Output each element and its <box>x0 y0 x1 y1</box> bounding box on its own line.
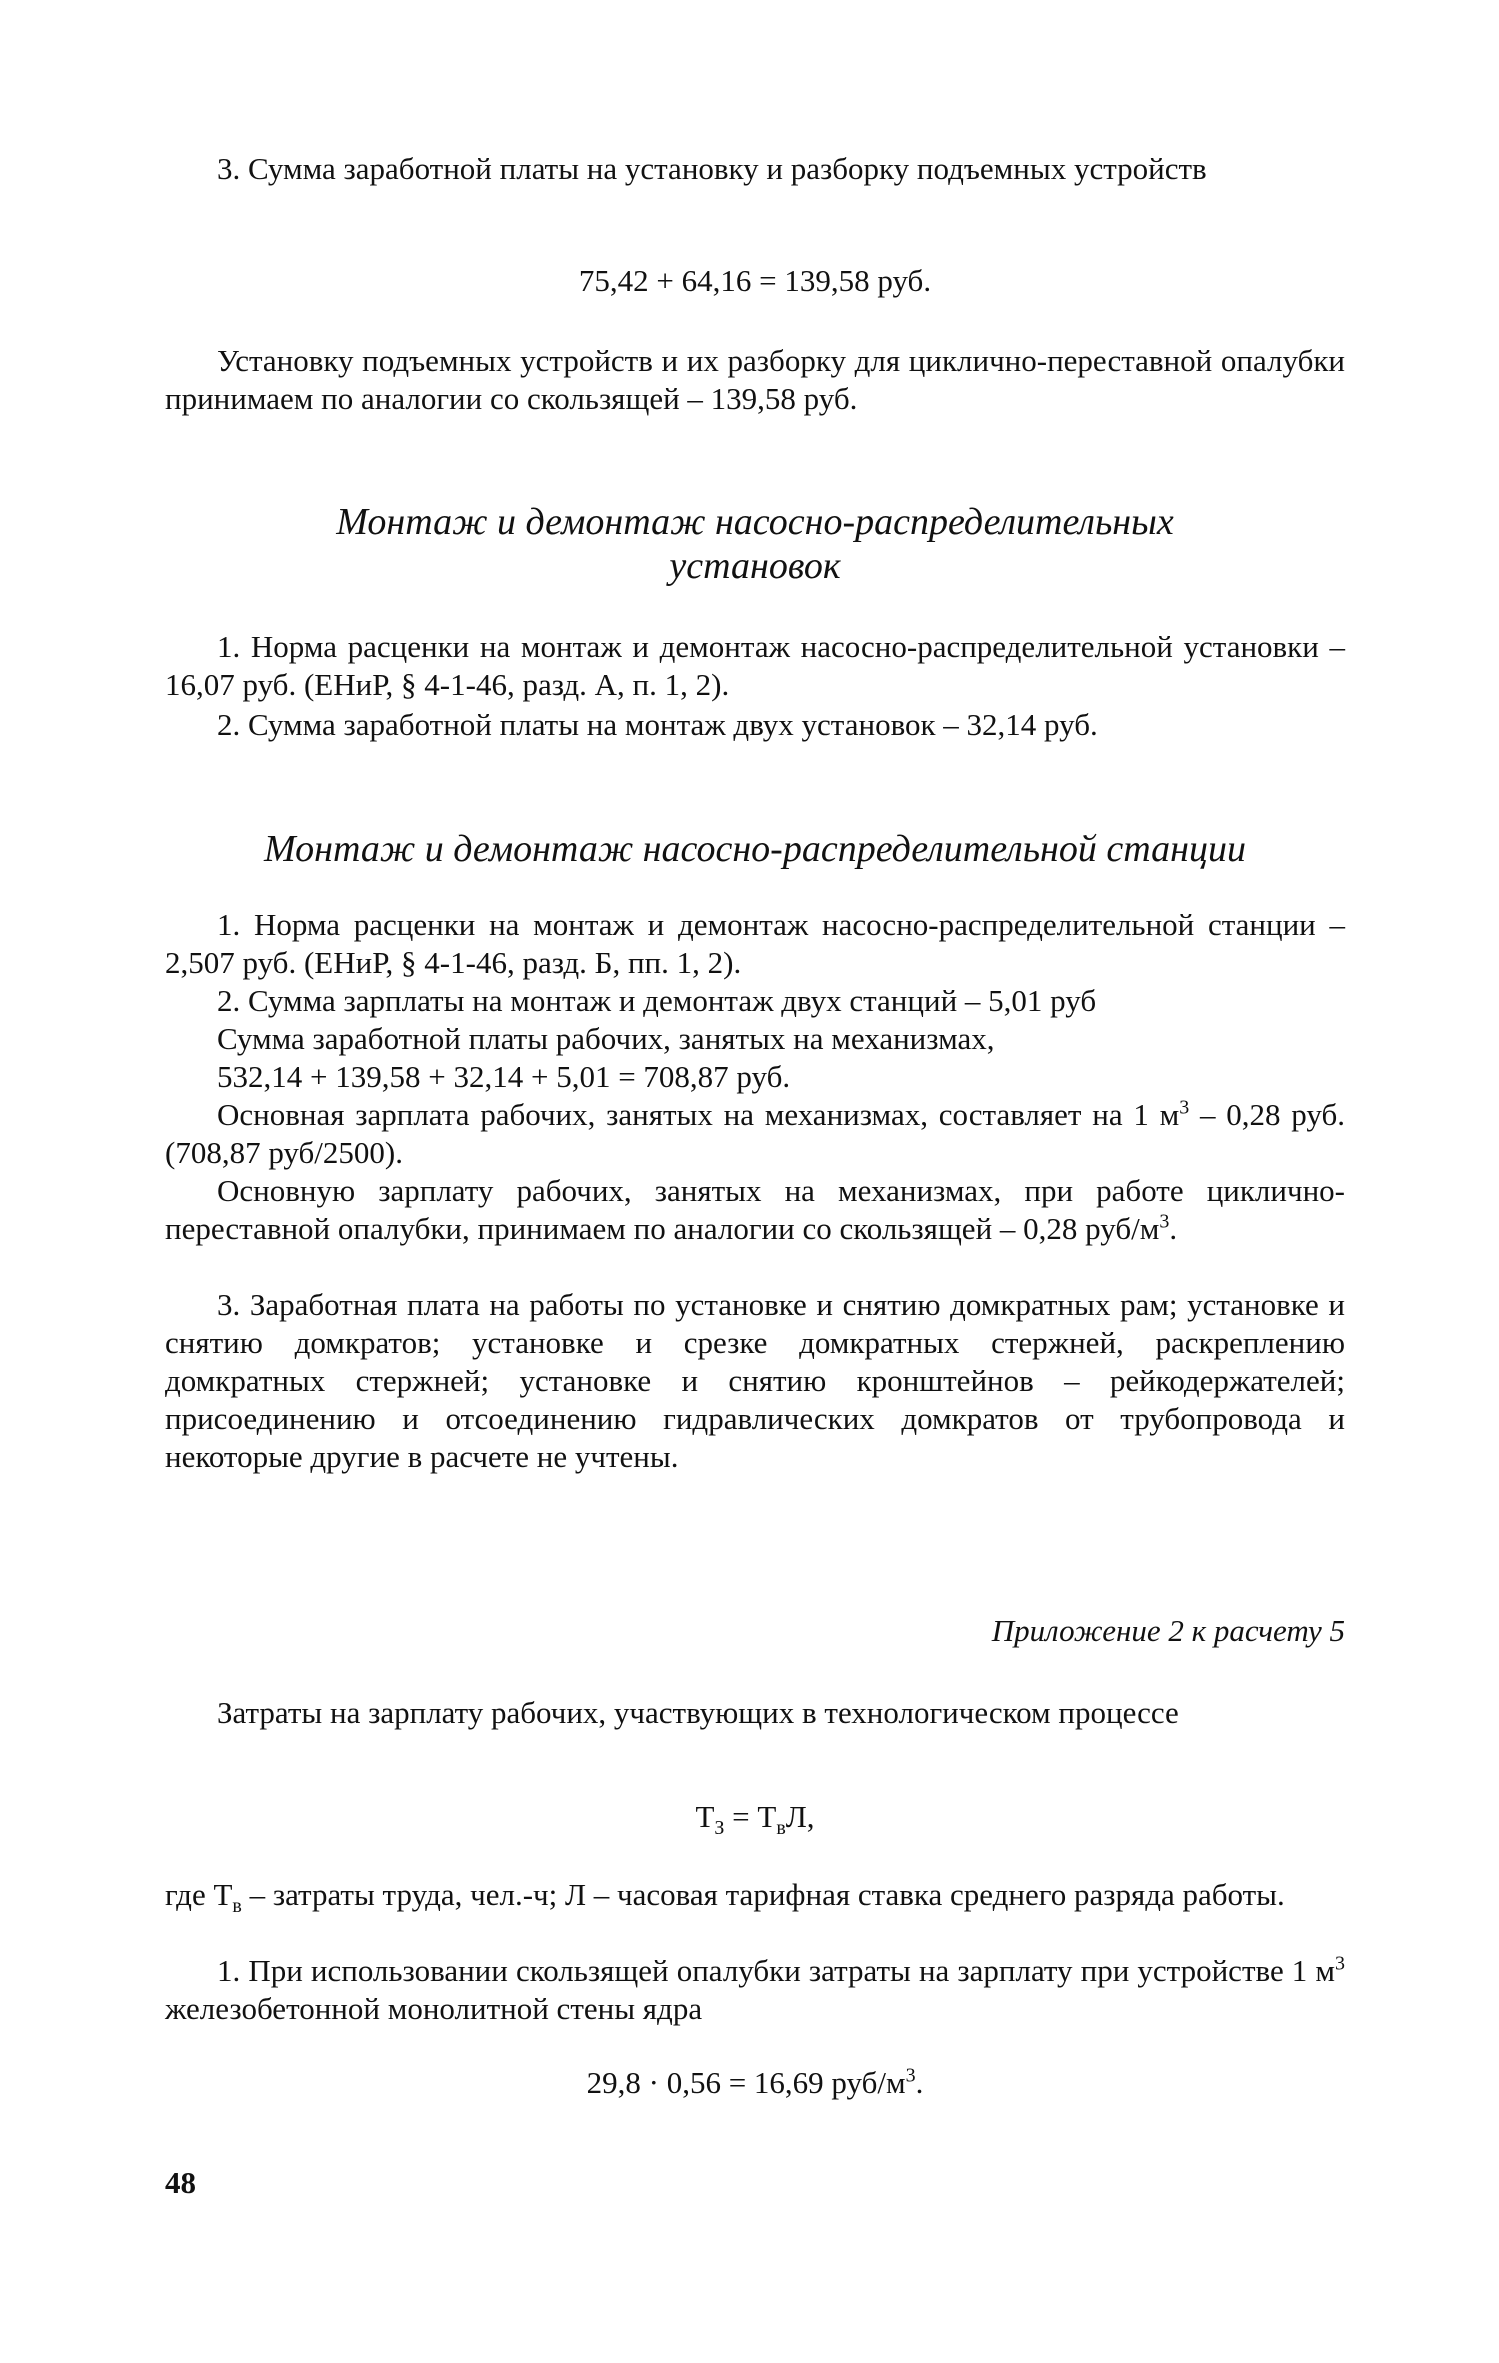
paragraph-mechanisms-wage <box>165 1020 1345 1058</box>
paragraph-lifting-sum <box>165 150 1345 188</box>
paragraph-sliding-formwork <box>165 1952 1345 2028</box>
superscript: 3 <box>1335 1952 1345 1975</box>
paragraph-pump-station-rate <box>165 906 1345 982</box>
subscript: З <box>714 1817 725 1840</box>
paragraph-text: 3. Заработная плата на работы по установке и снятию домкратных рам; установке и снятию домкратов; установке и срезке домкратных стержней, раскреплению домкратных стержней; установке и снятию кронштейнов – рейкодержателей; присоединению и отсоединению гидравлических домкратов от трубопровода и некоторые другие в расчете не учтены. <box>165 1287 1345 1474</box>
text-fragment: 1. При использовании скользящей опалубки затраты на зарплату при устройстве 1 м <box>217 1953 1335 1988</box>
text-fragment: Т <box>695 1799 715 1834</box>
text-fragment: 29,8 · 0,56 = 16,69 руб/м <box>586 2065 906 2100</box>
subscript: в <box>776 1817 786 1840</box>
appendix-text: Приложение 2 к расчету 5 <box>991 1613 1345 1648</box>
text-fragment: – затраты труда, чел.-ч; Л – часовая тарифная ставка среднего разряда работы. <box>241 1877 1285 1912</box>
text-fragment: где Т <box>165 1877 233 1912</box>
paragraph-text <box>165 1952 1345 2028</box>
appendix-label <box>165 1612 1345 1650</box>
paragraph-base-wage <box>165 1096 1345 1172</box>
formula-lifting-sum <box>165 262 1345 300</box>
text-fragment: . <box>915 2065 924 2100</box>
paragraph-labor-costs <box>165 1694 1345 1732</box>
superscript: 3 <box>905 2064 916 2087</box>
formula-labor-costs <box>165 1798 1345 1840</box>
formula-text: 75,42 + 64,16 = 139,58 руб. <box>578 263 932 298</box>
heading-line: установок <box>669 545 841 587</box>
paragraph-text <box>165 1096 1345 1172</box>
formula-text <box>165 1798 1345 1840</box>
superscript: 3 <box>1179 1096 1190 1119</box>
paragraph-text: Установку подъемных устройств и их разборку для циклично-переставной опалубки принимаем по аналогии со скользящей – 139,58 руб. <box>165 343 1345 416</box>
paragraph-text: Сумма заработной платы рабочих, занятых на механизмах, <box>217 1021 995 1056</box>
paragraph-text: 3. Сумма заработной платы на установку и разборку подъемных устройств <box>217 151 1207 186</box>
formula-sliding-cost <box>165 2064 1345 2102</box>
text-fragment: Основная зарплата рабочих, занятых на механизмах, составляет на 1 м <box>217 1097 1180 1132</box>
text-fragment: = Т <box>724 1799 777 1834</box>
paragraph-pump-unit-sum <box>165 706 1345 744</box>
paragraph-not-considered <box>165 1286 1345 1476</box>
paragraph-text: 2. Сумма зарплаты на монтаж и демонтаж двух станций – 5,01 руб <box>217 983 1097 1018</box>
formula-text: 532,14 + 139,58 + 32,14 + 5,01 = 708,87 руб. <box>217 1059 791 1094</box>
section-heading-pump-units <box>165 500 1345 588</box>
formula-text <box>165 2064 1345 2102</box>
formula-mechanisms-wage <box>165 1058 1345 1096</box>
paragraph-lifting-analogy <box>165 342 1345 418</box>
heading-line: Монтаж и демонтаж насосно-распределительных <box>336 501 1174 543</box>
paragraph-where <box>165 1876 1345 1918</box>
paragraph-base-wage-analogy <box>165 1172 1345 1248</box>
paragraph-pump-unit-rate <box>165 628 1345 704</box>
paragraph-text <box>165 1172 1345 1248</box>
paragraph-pump-station-sum <box>165 982 1345 1020</box>
subscript: в <box>232 1895 242 1918</box>
text-fragment: . <box>1169 1211 1178 1246</box>
section-heading-pump-station <box>165 827 1345 871</box>
text-fragment: Основную зарплату рабочих, занятых на механизмах, при работе циклично-переставной опалубки, принимаем по аналогии со скользящей – 0,28 руб/м <box>165 1173 1345 1246</box>
paragraph-text <box>165 1876 1345 1918</box>
paragraph-text: 2. Сумма заработной платы на монтаж двух установок – 32,14 руб. <box>217 707 1098 742</box>
page-number: 48 <box>165 2165 196 2200</box>
heading-line: Монтаж и демонтаж насосно-распределительной станции <box>264 828 1246 870</box>
text-fragment: Л, <box>785 1799 815 1834</box>
paragraph-text: 1. Норма расценки на монтаж и демонтаж насосно-распределительной станции – 2,507 руб. (ЕНиР, § 4-1-46, разд. Б, пп. 1, 2). <box>165 907 1345 980</box>
paragraph-text: 1. Норма расценки на монтаж и демонтаж насосно-распределительной установки – 16,07 руб. (ЕНиР, § 4-1-46, разд. А, п. 1, 2). <box>165 629 1345 702</box>
text-fragment: железобетонной монолитной стены ядра <box>165 1991 703 2026</box>
superscript: 3 <box>1159 1210 1170 1233</box>
text-fragment: – 0,28 руб. (708,87 руб/2500). <box>165 1097 1345 1170</box>
paragraph-text: Затраты на зарплату рабочих, участвующих в технологическом процессе <box>217 1695 1179 1730</box>
